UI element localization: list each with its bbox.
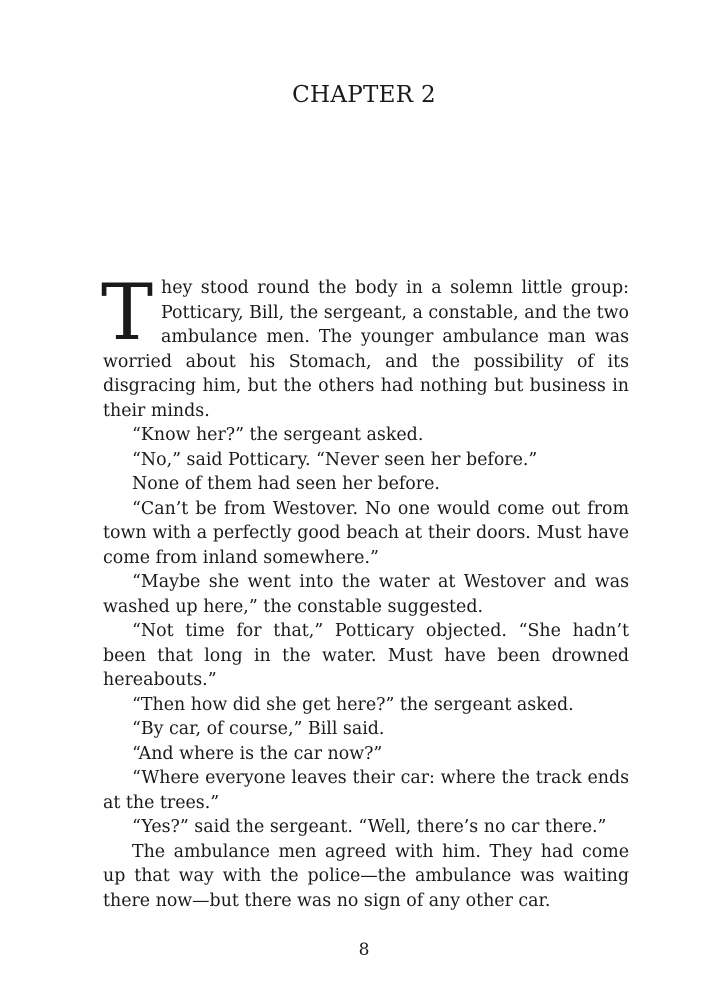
paragraph: “And where is the car now?”	[132, 743, 383, 764]
paragraph: “Can’t be from Westover. No one would come out from town with a perfectly good beach at their doors. Must have come from inland somewhere.”	[103, 498, 629, 568]
paragraph: “Maybe she went into the water at Westover and was washed up here,” the constable suggested.	[103, 572, 629, 617]
paragraph: “Not time for that,” Potticary objected. “She hadn’t been that long in the water. Must have been drowned hereabouts.”	[103, 621, 629, 690]
opening-paragraph	[101, 268, 629, 423]
chapter-body	[101, 268, 629, 913]
paragraph: “Where everyone leaves their car: where the track ends at the trees.”	[103, 768, 629, 813]
drop-cap: T	[101, 268, 154, 358]
paragraph: None of them had seen her before.	[132, 474, 440, 494]
paragraph: “Then how did she get here?” the sergeant asked.	[132, 694, 574, 715]
page-number: 8	[358, 940, 370, 960]
paragraph: The ambulance men agreed with him. They had come up that way with the police—the ambulance was waiting there now—but there was no sign of any other car.	[103, 841, 629, 911]
chapter-title: CHAPTER 2	[292, 82, 436, 108]
opening-text: hey stood round the body in a solemn little group: Potticary, Bill, the sergeant, a constable, and the two ambulance men. The younger ambulance man was worried about his Stomach, and the possibility of its disgracing him, but the others had nothing but business in their minds.	[103, 278, 629, 421]
paragraph: “Yes?” said the sergeant. “Well, there’s no car there.”	[132, 817, 607, 837]
paragraph: “By car, of course,” Bill said.	[132, 719, 385, 739]
paragraph: “No,” said Potticary. “Never seen her before.”	[132, 449, 538, 470]
paragraph: “Know her?” the sergeant asked.	[132, 425, 424, 445]
